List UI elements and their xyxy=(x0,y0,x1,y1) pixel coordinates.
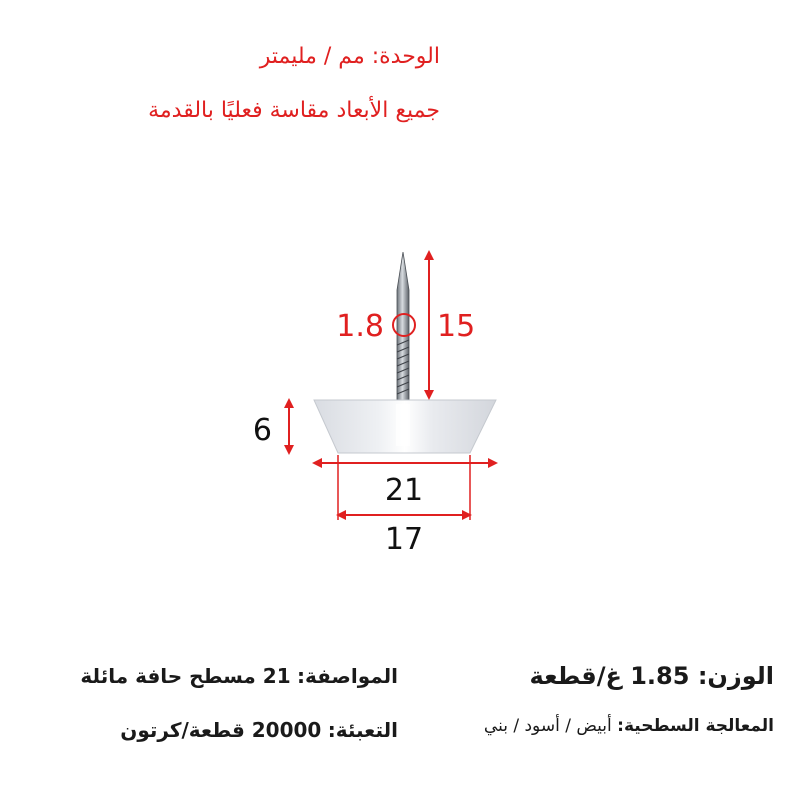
glide-base xyxy=(314,400,496,453)
surface-treatment-label: المعالجة السطحية: xyxy=(617,716,774,736)
spec-weight xyxy=(530,662,774,690)
nail-diameter-label: 1.8 xyxy=(336,309,384,344)
weight-label: الوزن: xyxy=(697,662,774,690)
specification-label: المواصفة: xyxy=(296,664,398,688)
specification-value: 21 مسطح حافة مائلة xyxy=(80,664,291,688)
base-bottom-width-label: 17 xyxy=(384,522,424,557)
nail xyxy=(397,252,409,400)
measurement-note: جميع الأبعاد مقاسة فعليًا بالقدمة xyxy=(148,98,440,123)
spec-specification xyxy=(80,664,398,688)
packing-label: التعبئة: xyxy=(327,718,398,742)
packing-value: 20000 قطعة/كرتون xyxy=(120,718,322,742)
unit-note: الوحدة: مم / مليمتر xyxy=(259,44,440,69)
base-top-width-label: 21 xyxy=(384,473,424,508)
base-height-label: 6 xyxy=(252,413,272,448)
nail-length-label: 15 xyxy=(437,309,476,344)
spec-packing xyxy=(120,718,398,742)
spec-surface-treatment xyxy=(484,716,774,736)
weight-value: 1.85 غ/قطعة xyxy=(529,662,690,690)
surface-treatment-value: أبيض / أسود / بني xyxy=(483,716,612,736)
